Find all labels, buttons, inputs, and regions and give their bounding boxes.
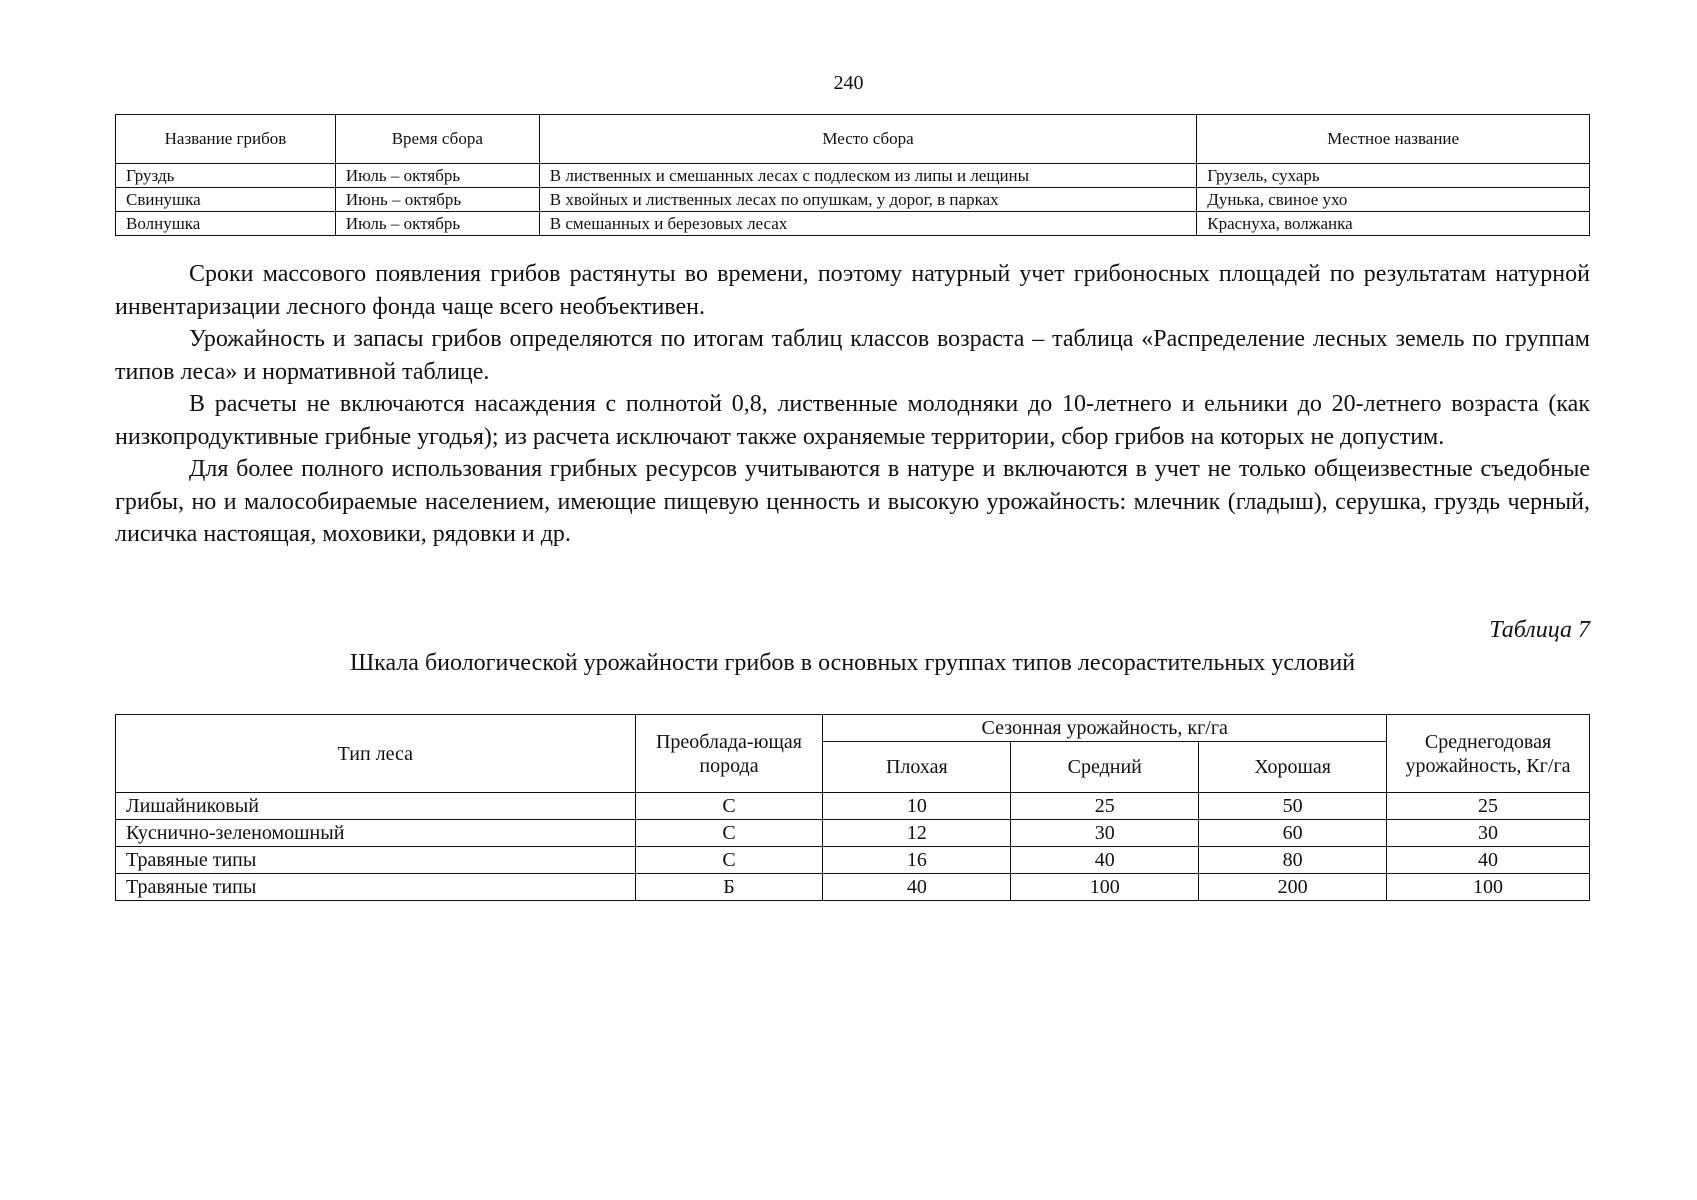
cell-medium: 100 (1011, 874, 1199, 901)
cell-forest-type: Лишайниковый (116, 793, 636, 820)
header-forest-type: Тип леса (116, 715, 636, 793)
cell-mushroom-name: Свинушка (116, 188, 336, 212)
header-local-name: Местное название (1197, 115, 1590, 164)
cell-average: 40 (1387, 847, 1590, 874)
mushroom-table (115, 114, 1590, 236)
cell-average: 100 (1387, 874, 1590, 901)
header-mushroom-name: Название грибов (116, 115, 336, 164)
cell-good: 80 (1199, 847, 1387, 874)
cell-local-name: Грузель, сухарь (1197, 164, 1590, 188)
table-caption: Таблица 7 (1489, 617, 1590, 643)
table-row (116, 164, 1590, 188)
header-average-yield: Среднегодовая урожайность, Кг/га (1387, 715, 1590, 793)
yield-table (115, 714, 1590, 901)
table-row (116, 847, 1590, 874)
cell-species: С (635, 847, 823, 874)
cell-collection-time: Июнь – октябрь (335, 188, 539, 212)
paragraph: В расчеты не включаются насаждения с полнотой 0,8, лиственные молодняки до 10-летнего и ельники до 20-летнего возраста (как низкопродуктивные грибные угодья); из расчета исключают также охраняемые территории, сбор грибов на которых не допустим. (115, 391, 1590, 450)
cell-forest-type: Травяные типы (116, 847, 636, 874)
table-row (116, 874, 1590, 901)
cell-average: 30 (1387, 820, 1590, 847)
cell-collection-time: Июль – октябрь (335, 164, 539, 188)
cell-good: 50 (1199, 793, 1387, 820)
header-collection-time: Время сбора (335, 115, 539, 164)
cell-poor: 12 (823, 820, 1011, 847)
paragraph: Для более полного использования грибных ресурсов учитываются в натуре и включаются в учет не только общеизвестные съедобные грибы, но и малособираемые населением, имеющие пищевую ценность и высокую урожайность: млечник (гладыш), серушка, груздь черный, лисичка настоящая, моховики, рядовки и др. (115, 456, 1590, 547)
header-poor: Плохая (823, 742, 1011, 793)
cell-forest-type: Куснично-зеленомошный (116, 820, 636, 847)
header-seasonal-yield: Сезонная урожайность, кг/га (823, 715, 1387, 742)
cell-local-name: Краснуха, волжанка (1197, 212, 1590, 236)
table-row (116, 212, 1590, 236)
page-number: 240 (833, 72, 864, 94)
cell-poor: 40 (823, 874, 1011, 901)
header-good: Хорошая (1199, 742, 1387, 793)
cell-good: 60 (1199, 820, 1387, 847)
cell-collection-time: Июль – октябрь (335, 212, 539, 236)
cell-mushroom-name: Волнушка (116, 212, 336, 236)
table-header-row (116, 715, 1590, 742)
cell-mushroom-name: Груздь (116, 164, 336, 188)
body-text (115, 258, 1590, 551)
cell-species: Б (635, 874, 823, 901)
cell-poor: 16 (823, 847, 1011, 874)
cell-collection-place: В лиственных и смешанных лесах с подлеском из липы и лещины (539, 164, 1196, 188)
cell-poor: 10 (823, 793, 1011, 820)
cell-species: С (635, 820, 823, 847)
cell-medium: 25 (1011, 793, 1199, 820)
cell-good: 200 (1199, 874, 1387, 901)
table-row (116, 793, 1590, 820)
header-medium: Средний (1011, 742, 1199, 793)
cell-collection-place: В смешанных и березовых лесах (539, 212, 1196, 236)
table-header-row (116, 115, 1590, 164)
cell-local-name: Дунька, свиное ухо (1197, 188, 1590, 212)
cell-average: 25 (1387, 793, 1590, 820)
paragraph: Сроки массового появления грибов растянуты во времени, поэтому натурный учет грибоносных площадей по результатам натурной инвентаризации лесного фонда чаще всего необъективен. (115, 261, 1590, 320)
table-row (116, 820, 1590, 847)
cell-medium: 30 (1011, 820, 1199, 847)
header-collection-place: Место сбора (539, 115, 1196, 164)
table-title: Шкала биологической урожайности грибов в основных группах типов лесорастительных условий (349, 650, 1356, 676)
header-species: Преоблада-ющая порода (635, 715, 823, 793)
cell-species: С (635, 793, 823, 820)
cell-medium: 40 (1011, 847, 1199, 874)
table-row (116, 188, 1590, 212)
cell-collection-place: В хвойных и лиственных лесах по опушкам, у дорог, в парках (539, 188, 1196, 212)
paragraph: Урожайность и запасы грибов определяются по итогам таблиц классов возраста – таблица «Распределение лесных земель по группам типов леса» и нормативной таблице. (115, 326, 1590, 385)
cell-forest-type: Травяные типы (116, 874, 636, 901)
